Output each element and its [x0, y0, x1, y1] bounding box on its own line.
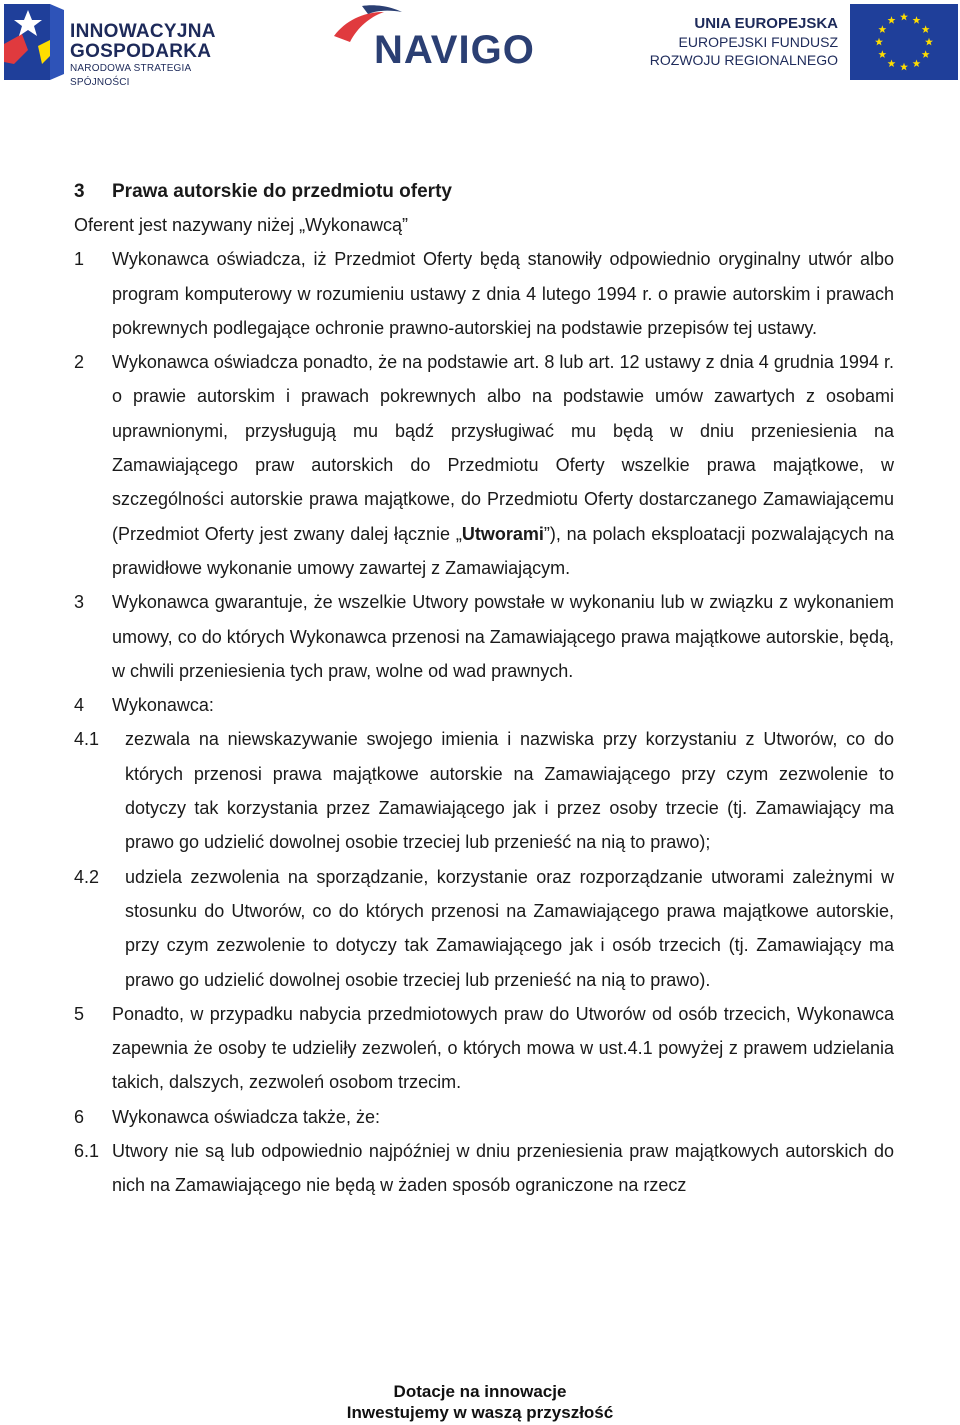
page-footer — [0, 1381, 960, 1423]
item-text: Ponadto, w przypadku nabycia przedmiotowych praw do Utworów od osób trzecich, Wykonawca zapewnia że osoby te udzieliły zezwoleń, o których mowa w ust.4.1 powyżej z prawem udzielania takich, dalszych, zezwoleń osobom trzecim. — [112, 1003, 894, 1093]
item-number: 6 — [74, 1106, 85, 1127]
innowacyjna-line1: INNOWACYJNA — [70, 21, 216, 42]
eu-line1: UNIA EUROPEJSKA — [694, 15, 838, 32]
item-text: Wykonawca: — [112, 695, 214, 716]
item-number: 3 — [74, 592, 85, 613]
eu-flag-icon — [850, 4, 958, 80]
list-item — [74, 1134, 894, 1203]
item-number: 1 — [74, 249, 85, 270]
eu-line3: ROZWOJU REGIONALNEGO — [649, 52, 838, 68]
section-number: 3 — [74, 181, 85, 202]
eu-logo — [649, 4, 960, 80]
list-item — [74, 345, 894, 585]
item-text: udziela zezwolenia na sporządzanie, korzystanie oraz rozporządzanie utworami zależnymi w stosunku do Utworów, co do których przenosi na Zamawiającego prawa majątkowe autorskie, przy czym zezwolenie to dotyczy tak Zamawiającego jak i osób trzecich (tj. Zamawiający ma prawo go udzielić dowolnej osobie trzeciej lub przenieść na nią to prawo). — [125, 866, 894, 990]
item-text: Wykonawca oświadcza także, że: — [112, 1106, 380, 1127]
item-text: Wykonawca gwarantuje, że wszelkie Utwory powstałe w wykonaniu lub w związku z wykonaniem umowy, co do których Wykonawca przenosi na Zamawiającego prawa majątkowe autorskie, będą, w chwili przeniesienia tych praw, wolne od wad prawnych. — [112, 592, 894, 681]
list-item — [74, 860, 894, 997]
list-item — [74, 242, 894, 345]
list-item — [74, 722, 894, 859]
item-text: Utwory nie są lub odpowiednio najpóźniej w dniu przeniesienia praw majątkowych autorskich do nich na Zamawiającego nie będą w żaden sposób ograniczone na rzecz — [112, 1141, 894, 1196]
footer-line2: Inwestujemy w waszą przyszłość — [346, 1403, 614, 1422]
item-number: 2 — [74, 352, 85, 373]
innowacyjna-gospodarka-logo — [4, 4, 244, 88]
navigo-wordmark: NAVIGO — [374, 28, 535, 72]
footer-line1: Dotacje na innowacje — [393, 1382, 567, 1401]
section-heading — [74, 176, 894, 208]
eu-line2: EUROPEJSKI FUNDUSZ — [678, 34, 838, 50]
item-text-part: ”), na polach eksploatacji pozwalających na prawidłowe wykonanie umowy zawartej z Zamawiającym. — [112, 523, 894, 578]
eu-text — [648, 14, 838, 69]
innowacyjna-line2: GOSPODARKA — [70, 41, 212, 62]
item-text — [112, 345, 894, 585]
innowacyjna-line3: NARODOWA STRATEGIA SPÓJNOŚCI — [70, 63, 191, 88]
innowacyjna-text — [70, 22, 244, 90]
item-number: 4.1 — [74, 729, 100, 750]
page-header — [0, 0, 960, 90]
item-text: zezwala na niewskazywanie swojego imienia i nazwiska przy korzystaniu z Utworów, co do których przenosi prawa majątkowe autorskie na Zamawiającego przy czym zezwolenie to dotyczy tak korzystania przez Zamawiającego jak i przez osoby trzecie (tj. Zamawiający ma prawo go udzielić dowolnej osobie trzeciej lub przenieść na nią to prawo); — [125, 729, 894, 853]
item-number: 6.1 — [74, 1141, 100, 1162]
document-body — [74, 176, 894, 1203]
list-item — [74, 688, 894, 722]
item-text-bold: Utworami — [461, 523, 544, 544]
list-item — [74, 997, 894, 1100]
innowacyjna-flag-icon — [4, 4, 64, 80]
navigo-logo — [332, 2, 556, 72]
list-item — [74, 1100, 894, 1134]
section-title: Prawa autorskie do przedmiotu oferty — [112, 181, 452, 202]
item-number: 4 — [74, 695, 85, 716]
intro-paragraph: Oferent jest nazywany niżej „Wykonawcą” — [74, 215, 408, 235]
item-text-part: Wykonawca oświadcza ponadto, że na podstawie art. 8 lub art. 12 ustawy z dnia 4 grudnia 1994 r. o prawie autorskim i prawach pokrewnych albo na podstawie umów zawartych z osobami uprawnionymi, przysługują mu bądź przysługiwać mu będą w dniu przeniesienia na Zamawiającego praw autorskich do Przedmiotu Oferty wszelkie prawa majątkowe, w szczególności autorskie prawa majątkowe, do Przedmiotu Oferty dostarczanego Zamawiającemu (Przedmiot Oferty jest zwany dalej łącznie „ — [112, 352, 894, 544]
item-text: Wykonawca oświadcza, iż Przedmiot Oferty będą stanowiły odpowiednio oryginalny utwór albo program komputerowy w rozumieniu ustawy z dnia 4 lutego 1994 r. o prawie autorskim i prawach pokrewnych podlegające ochronie prawno-autorskiej na podstawie przepisów tej ustawy. — [112, 249, 894, 338]
item-number: 5 — [74, 1003, 85, 1024]
item-number: 4.2 — [74, 866, 100, 887]
list-item — [74, 585, 894, 688]
